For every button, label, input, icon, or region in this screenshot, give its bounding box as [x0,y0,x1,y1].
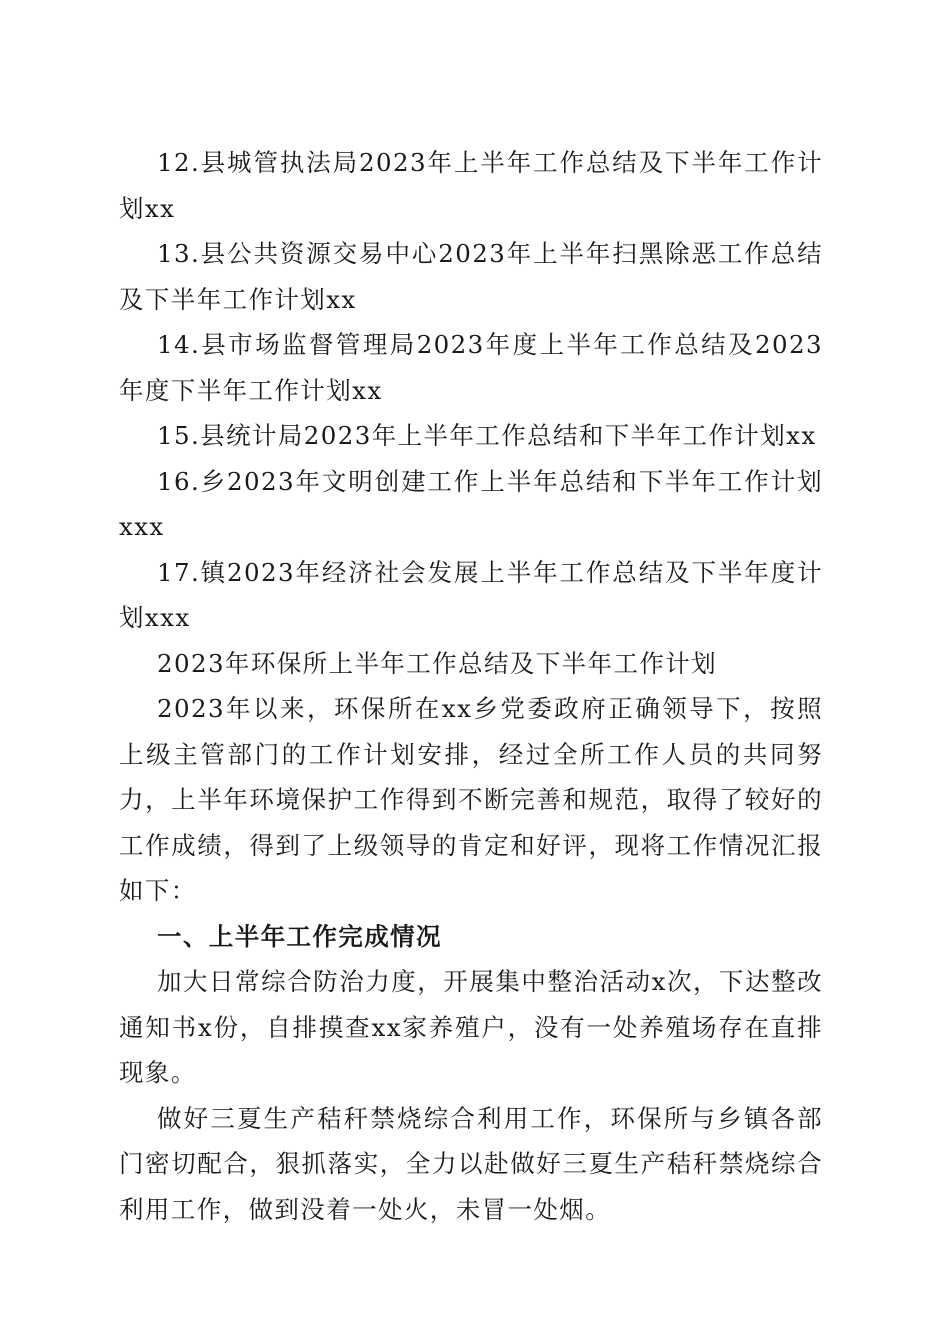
intro-paragraph: 2023年以来，环保所在xx乡党委政府正确领导下，按照上级主管部门的工作计划安排，经过全所工作人员的共同努力，上半年环境保护工作得到不断完善和规范，取得了较好的工作成绩，得到了上级领导的肯定和好评，现将工作情况汇报如下： [119,694,823,905]
document-body [119,140,823,1232]
list-item-15: 15.县统计局2023年上半年工作总结和下半年工作计划xx [157,421,817,450]
body-paragraph-1: 加大日常综合防治力度，开展集中整治活动x次，下达整改通知书x份，自排摸查xx家养殖户，没有一处养殖场存在直排现象。 [119,967,823,1087]
document-title: 2023年环保所上半年工作总结及下半年工作计划 [157,648,718,678]
list-item-16: 16.乡2023年文明创建工作上半年总结和下半年工作计划xxx [119,466,823,541]
body-paragraph-2: 做好三夏生产秸秆禁烧综合利用工作，环保所与乡镇各部门密切配合，狠抓落实，全力以赴做好三夏生产秸秆禁烧综合利用工作，做到没着一处火，未冒一处烟。 [119,1103,823,1224]
section-heading: 一、上半年工作完成情况 [157,921,442,951]
list-item-12: 12.县城管执法局2023年上半年工作总结及下半年工作计划xx [119,148,823,223]
list-item-14: 14.县市场监督管理局2023年度上半年工作总结及2023年度下半年工作计划xx [119,330,823,405]
list-item-13: 13.县公共资源交易中心2023年上半年扫黑除恶工作总结及下半年工作计划xx [119,239,823,314]
list-item-17: 17.镇2023年经济社会发展上半年工作总结及下半年度计划xxx [119,557,823,632]
